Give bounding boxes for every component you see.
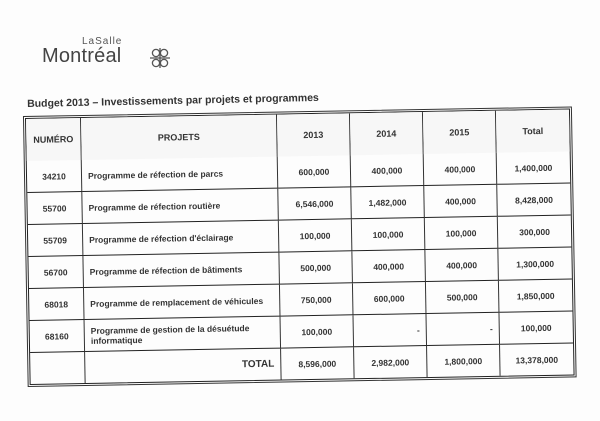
total-2015: 1,800,000 bbox=[427, 345, 501, 377]
cell-projet: Programme de gestion de la désuétude informatique bbox=[85, 317, 282, 352]
cell-2014: 400,000 bbox=[351, 154, 425, 187]
cell-numero: 55700 bbox=[27, 192, 83, 225]
header-2013: 2013 bbox=[277, 113, 351, 156]
cell-total: 1,300,000 bbox=[498, 247, 572, 280]
cell-numero: 55709 bbox=[28, 224, 84, 257]
total-2013: 8,596,000 bbox=[281, 347, 355, 379]
cell-total: 8,428,000 bbox=[497, 183, 571, 216]
cell-2015: - bbox=[426, 313, 500, 346]
budget-table bbox=[25, 108, 575, 384]
header-2014: 2014 bbox=[350, 112, 424, 155]
cell-projet: Programme de réfection de parcs bbox=[82, 157, 279, 192]
cell-total: 1,850,000 bbox=[499, 279, 573, 312]
cell-2013: 750,000 bbox=[280, 283, 354, 316]
cell-2013: 100,000 bbox=[281, 315, 355, 348]
cell-2015: 400,000 bbox=[424, 153, 498, 186]
total-label: TOTAL bbox=[85, 349, 282, 383]
cell-total: 300,000 bbox=[498, 215, 572, 248]
cell-numero: 56700 bbox=[28, 256, 84, 289]
cell-2015: 100,000 bbox=[425, 217, 499, 250]
cell-2015: 500,000 bbox=[426, 281, 500, 314]
cell-2015: 400,000 bbox=[424, 185, 498, 218]
cell-2014: - bbox=[353, 314, 427, 347]
header-numero: NUMÉRO bbox=[26, 118, 82, 161]
cell-numero: 68160 bbox=[30, 320, 86, 353]
cell-projet: Programme de réfection d'éclairage bbox=[83, 221, 280, 256]
cell-2014: 400,000 bbox=[352, 250, 426, 283]
header-projets: PROJETS bbox=[81, 115, 278, 160]
total-2014: 2,982,000 bbox=[354, 346, 428, 378]
cell-2014: 600,000 bbox=[353, 282, 427, 315]
cell-numero: 68018 bbox=[29, 288, 85, 321]
cell-total: 100,000 bbox=[499, 311, 573, 344]
cell-empty bbox=[30, 352, 86, 384]
budget-table-container bbox=[25, 108, 575, 384]
cell-projet: Programme de réfection de bâtiments bbox=[83, 253, 280, 288]
cell-2014: 100,000 bbox=[352, 218, 426, 251]
cell-2014: 1,482,000 bbox=[351, 186, 425, 219]
grand-total: 13,378,000 bbox=[515, 354, 559, 365]
document-title: Budget 2013 – Investissements par projets et programmes bbox=[27, 91, 319, 110]
cell-projet: Programme de remplacement de véhicules bbox=[84, 285, 281, 320]
logo-subtitle: LaSalle bbox=[82, 36, 123, 47]
cell-total: 1,400,000 bbox=[497, 151, 571, 184]
logo-title: Montréal bbox=[42, 45, 122, 67]
header-total: Total bbox=[496, 110, 570, 153]
cell-2013: 600,000 bbox=[278, 155, 352, 188]
cell-2013: 500,000 bbox=[279, 251, 353, 284]
cell-2015: 400,000 bbox=[425, 249, 499, 282]
cell-2013: 6,546,000 bbox=[278, 187, 352, 220]
lasalle-montreal-logo bbox=[42, 36, 172, 76]
cell-numero: 34210 bbox=[27, 160, 83, 193]
montreal-flower-icon bbox=[149, 47, 171, 69]
cell-projet: Programme de réfection routière bbox=[82, 189, 279, 224]
header-2015: 2015 bbox=[423, 111, 497, 154]
cell-2013: 100,000 bbox=[279, 219, 353, 252]
